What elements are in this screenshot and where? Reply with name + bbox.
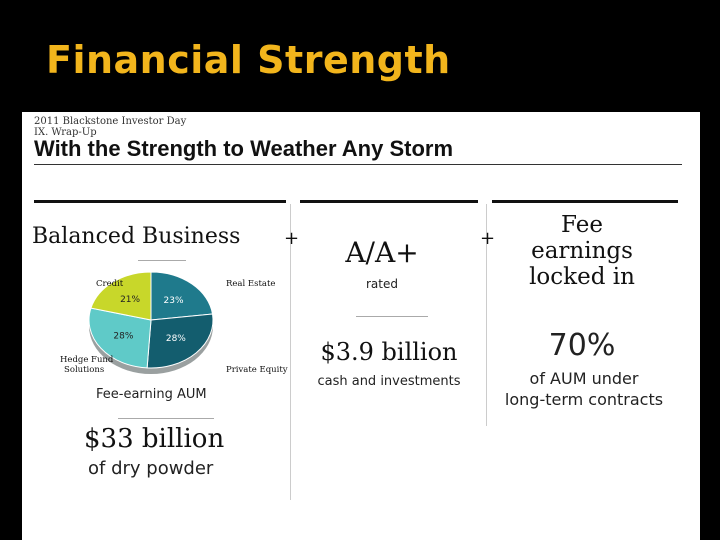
- col3-top-rule: [492, 200, 678, 203]
- col1-mid-rule: [118, 418, 214, 419]
- headline: With the Strength to Weather Any Storm: [34, 136, 454, 161]
- pie-chart: [22, 262, 290, 402]
- pie-legend-label: Real Estate: [226, 279, 276, 289]
- pie-caption: Fee-earning AUM: [96, 387, 207, 402]
- col3-title: [502, 212, 662, 290]
- slide-content: [22, 112, 700, 540]
- col1-sub-value: of dry powder: [88, 458, 214, 479]
- col2-rating-label: rated: [366, 277, 398, 291]
- pie-slice-label: 28%: [113, 331, 134, 342]
- pie-slice-label: 23%: [163, 296, 184, 307]
- col3-big-value: 70%: [548, 328, 616, 363]
- pie-slice-label: 28%: [165, 334, 186, 345]
- header-line1: 2011 Blackstone Investor Day: [34, 116, 187, 127]
- col1-top-rule: [34, 200, 286, 203]
- col2-mid-rule: [356, 316, 428, 317]
- plus-sign-1: +: [284, 228, 300, 249]
- col3-title-line: earnings: [531, 238, 633, 264]
- col2-top-rule: [300, 200, 478, 203]
- col1-big-value: $33 billion: [84, 424, 225, 454]
- col2-big-value: $3.9 billion: [320, 338, 458, 366]
- col1-title-rule: [138, 260, 186, 261]
- pie-legend-label: Solutions: [64, 365, 105, 375]
- slide-title: Financial Strength: [46, 38, 451, 82]
- col3-sub-value: [486, 368, 682, 410]
- col2-rating: A/A+: [345, 236, 419, 269]
- pie-legend-label: Credit: [96, 279, 124, 289]
- col3-sub-line: long-term contracts: [504, 390, 664, 409]
- col2-sub-value: cash and investments: [317, 374, 461, 389]
- col3-title-line: locked in: [529, 264, 635, 290]
- plus-sign-2: +: [480, 228, 496, 249]
- pie-slice-label: 21%: [120, 295, 141, 306]
- header-eyebrow: [34, 116, 186, 138]
- col3-title-line: Fee: [561, 212, 603, 238]
- pie-legend-label: Private Equity: [226, 365, 288, 375]
- headline-rule: [34, 164, 682, 165]
- pie-legend-label: Hedge Fund: [60, 355, 114, 365]
- col1-title: Balanced Business: [32, 224, 241, 249]
- col3-sub-line: of AUM under: [529, 369, 639, 388]
- header-line2: IX. Wrap-Up: [34, 127, 97, 138]
